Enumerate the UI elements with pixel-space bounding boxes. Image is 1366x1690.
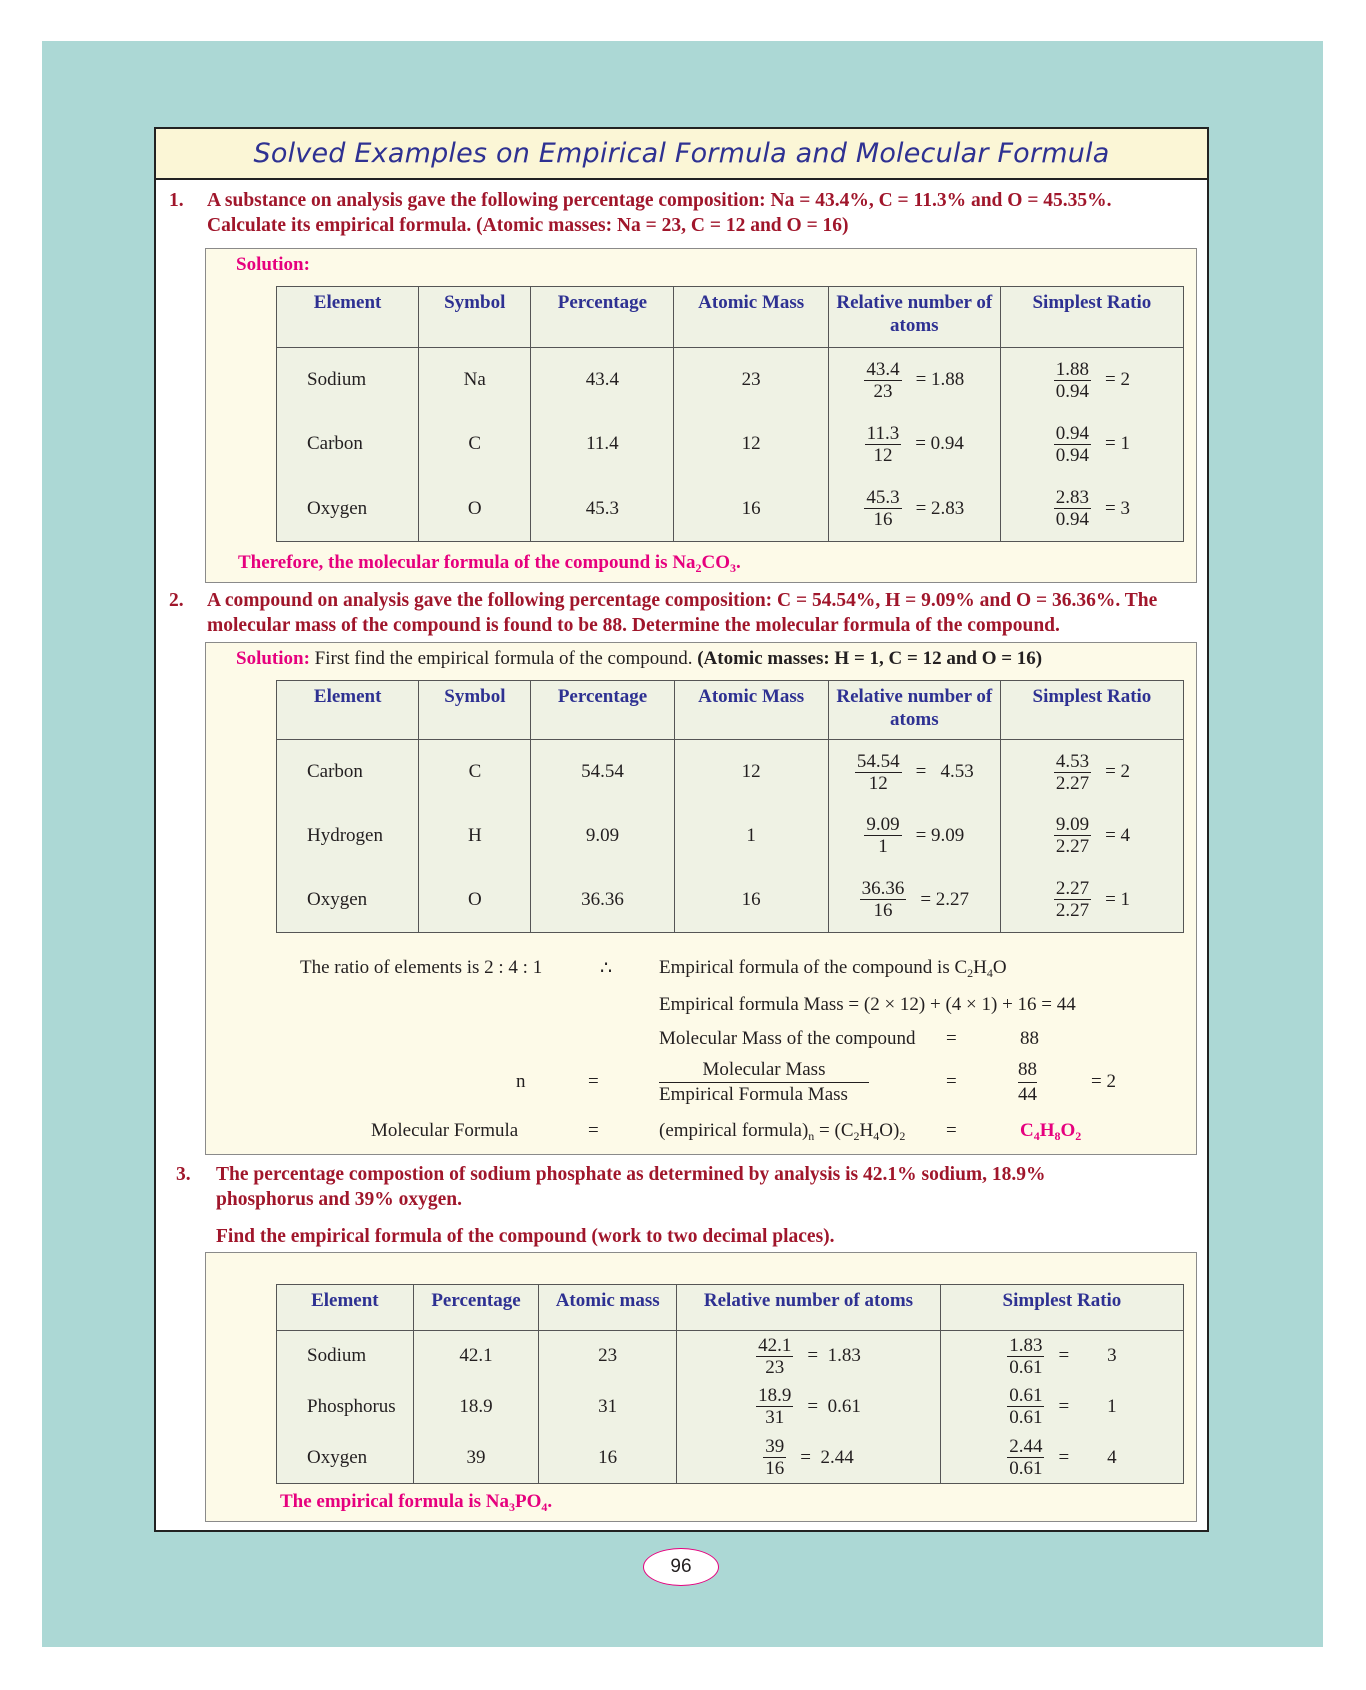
fraction-numerator: Molecular Mass xyxy=(659,1058,869,1083)
symbol-cell: Na xyxy=(419,348,531,413)
empirical-formula-mass: Empirical formula Mass = (2 × 12) + (4 × 1) + 16 = 44 xyxy=(659,994,1076,1015)
percentage-cell: 39 xyxy=(413,1432,538,1483)
percentage-cell: 43.4 xyxy=(531,348,674,413)
example-2-question xyxy=(207,588,1157,638)
simplest-ratio-cell xyxy=(1000,868,1183,933)
column-header: Element xyxy=(277,681,419,740)
molecular-mass-value: 88 xyxy=(1020,1028,1039,1049)
fraction xyxy=(1007,1385,1044,1428)
n-value-fraction xyxy=(1018,1058,1037,1107)
column-header: Simplest Ratio xyxy=(1000,287,1183,348)
atomic-mass-cell: 16 xyxy=(539,1432,677,1483)
solution-intro-2: Solution: First find the empirical formula of the compound. (Atomic masses: H = 1, C = 12 and O = 16) xyxy=(236,648,1043,669)
fraction xyxy=(1007,1436,1044,1479)
relative-atoms-cell xyxy=(828,804,1000,868)
symbol-cell: C xyxy=(419,740,531,805)
fraction-expression xyxy=(941,1385,1183,1428)
fraction-numerator: 1.88 xyxy=(1055,358,1089,380)
column-header: Symbol xyxy=(419,287,531,348)
example-3-question xyxy=(216,1162,1186,1249)
fraction-numerator: 88 xyxy=(1018,1058,1037,1083)
column-header: Percentage xyxy=(531,681,674,740)
column-header: Relative number of atoms xyxy=(828,681,1000,740)
simplest-ratio-cell xyxy=(1000,348,1183,413)
question-line: Calculate its empirical formula. (Atomic masses: Na = 23, C = 12 and O = 16) xyxy=(207,215,849,236)
question-line: A compound on analysis gave the following percentage composition: C = 54.54%, H = 9.09% and O = 36.36%. The xyxy=(207,590,1158,611)
fraction-numerator: 36.36 xyxy=(861,878,905,900)
fraction-result: = 2.44 xyxy=(800,1446,854,1468)
fraction-denominator: 0.61 xyxy=(1009,1407,1043,1429)
relative-atoms-cell xyxy=(828,477,1000,542)
relative-atoms-cell xyxy=(828,868,1000,933)
composition-table-2 xyxy=(276,680,1184,933)
ratio-statement: The ratio of elements is 2 : 4 : 1 xyxy=(300,957,543,978)
fraction-numerator: 0.61 xyxy=(1009,1385,1043,1407)
fraction-result: = 2.27 xyxy=(920,888,970,910)
table-row xyxy=(277,1382,1184,1433)
element-cell: Oxygen xyxy=(277,477,419,542)
page-number-text: 96 xyxy=(670,1556,692,1577)
fraction-expression xyxy=(941,1335,1183,1378)
symbol-cell: C xyxy=(419,412,531,476)
molecular-mass-label: Molecular Mass of the compound xyxy=(659,1028,916,1049)
page-title: Solved Examples on Empirical Formula and Molecular Formula xyxy=(253,138,1110,169)
table-row xyxy=(277,412,1184,476)
simplest-ratio-cell xyxy=(1000,740,1183,805)
fraction-result: = 1 xyxy=(1058,1395,1117,1417)
equals-sign: = xyxy=(588,1120,599,1141)
atomic-mass-cell: 16 xyxy=(674,868,828,933)
fraction-denominator: 2.27 xyxy=(1055,836,1090,858)
fraction xyxy=(1054,878,1091,921)
example-1-question xyxy=(207,188,1112,238)
composition-table-1 xyxy=(276,286,1184,542)
fraction-expression xyxy=(829,423,1000,466)
fraction-expression xyxy=(829,487,1000,530)
fraction xyxy=(1054,359,1091,402)
column-header: Element xyxy=(277,1285,414,1331)
column-header: Atomic Mass xyxy=(674,681,828,740)
fraction-numerator: 1.83 xyxy=(1009,1334,1043,1356)
fraction xyxy=(864,359,901,402)
fraction-numerator: 45.3 xyxy=(866,487,900,509)
fraction-denominator: 2.27 xyxy=(1055,900,1090,922)
percentage-cell: 11.4 xyxy=(531,412,674,476)
percentage-cell: 54.54 xyxy=(531,740,674,805)
table-row xyxy=(277,1432,1184,1483)
fraction-denominator: 23 xyxy=(765,1356,785,1378)
fraction-numerator: 9.09 xyxy=(1055,814,1090,836)
fraction-denominator: 12 xyxy=(868,772,888,794)
header-row xyxy=(277,681,1184,740)
simplest-ratio-cell xyxy=(940,1331,1183,1382)
percentage-cell: 36.36 xyxy=(531,868,674,933)
relative-atoms-cell xyxy=(828,740,1000,805)
fraction-expression xyxy=(677,1335,940,1378)
relative-atoms-cell xyxy=(677,1382,941,1433)
equals-sign: = xyxy=(588,1071,599,1092)
atomic-mass-cell: 1 xyxy=(674,804,828,868)
percentage-cell: 9.09 xyxy=(531,804,674,868)
fraction xyxy=(1054,751,1091,794)
fraction-expression xyxy=(1001,751,1183,794)
fraction-denominator: 16 xyxy=(873,900,893,922)
fraction-result: = 1.88 xyxy=(915,369,965,391)
fraction-numerator: 39 xyxy=(765,1436,785,1458)
header-row xyxy=(277,1285,1184,1331)
conclusion-1: Therefore, the molecular formula of the compound is $Na_2CO_3$. xyxy=(238,552,741,575)
fraction-denominator: 0.94 xyxy=(1055,444,1089,466)
relative-atoms-cell xyxy=(677,1432,941,1483)
fraction-denominator: 31 xyxy=(765,1407,785,1429)
fraction-result: = 2 xyxy=(1105,761,1131,783)
table-row xyxy=(277,477,1184,542)
question-line: The percentage compostion of sodium phosphate as determined by analysis is 42.1% sodium, 18.9% xyxy=(216,1164,1046,1185)
n-label: n xyxy=(516,1071,526,1092)
n-result: = 2 xyxy=(1091,1071,1116,1092)
column-header: Element xyxy=(277,287,419,348)
relative-atoms-cell xyxy=(828,348,1000,413)
column-header: Atomic Mass xyxy=(674,287,828,348)
question-line: molecular mass of the compound is found to be 88. Determine the molecular formula of the compound. xyxy=(207,615,1060,636)
fraction-expression xyxy=(829,751,1000,794)
fraction-numerator: 43.4 xyxy=(866,358,900,380)
fraction xyxy=(756,1385,793,1428)
fraction-denominator: 0.61 xyxy=(1009,1356,1043,1378)
fraction-numerator: 2.44 xyxy=(1009,1436,1043,1458)
atomic-mass-cell: 12 xyxy=(674,412,828,476)
title-band xyxy=(154,127,1209,180)
fraction-result: = 0.94 xyxy=(915,433,964,455)
fraction xyxy=(855,751,902,794)
n-fraction xyxy=(659,1058,869,1107)
fraction-result: = 4 xyxy=(1105,824,1131,846)
table-row xyxy=(277,1331,1184,1382)
empirical-formula-statement: Empirical formula of the compound is $C_2H_4O$ xyxy=(659,957,1007,980)
fraction-result: = 1 xyxy=(1105,433,1130,455)
fraction-numerator: 9.09 xyxy=(866,814,900,836)
fraction xyxy=(763,1436,786,1479)
fraction-expression xyxy=(829,359,1000,402)
fraction xyxy=(756,1335,793,1378)
element-cell: Sodium xyxy=(277,1331,414,1382)
fraction xyxy=(860,878,907,921)
column-header: Simplest Ratio xyxy=(1000,681,1183,740)
example-3-number: 3. xyxy=(176,1164,191,1185)
fraction-denominator: 0.61 xyxy=(1009,1458,1043,1480)
solution-label: Solution: xyxy=(236,254,310,275)
fraction-result: = 1 xyxy=(1105,888,1131,910)
fraction-expression xyxy=(829,878,1000,921)
atomic-mass-cell: 12 xyxy=(674,740,828,805)
equals-sign: = xyxy=(946,1120,957,1141)
element-cell: Oxygen xyxy=(277,1432,414,1483)
fraction-result: = 4.53 xyxy=(915,761,974,783)
fraction xyxy=(1054,814,1091,857)
fraction-numerator: 2.27 xyxy=(1055,878,1090,900)
fraction-denominator: 44 xyxy=(1018,1084,1037,1105)
conclusion-3: The empirical formula is $Na_3PO_4$. xyxy=(280,1491,553,1514)
element-cell: Sodium xyxy=(277,348,419,413)
header-row xyxy=(277,287,1184,348)
fraction-expression xyxy=(1001,423,1183,466)
percentage-cell: 42.1 xyxy=(413,1331,538,1382)
fraction-expression xyxy=(1001,814,1183,857)
column-header: Percentage xyxy=(531,287,674,348)
simplest-ratio-cell xyxy=(1000,804,1183,868)
fraction-denominator: 16 xyxy=(765,1458,785,1480)
equals-sign: = xyxy=(946,1028,957,1049)
fraction-result: = 0.61 xyxy=(807,1395,861,1417)
fraction-result: = 3 xyxy=(1058,1345,1117,1367)
equals-sign: = xyxy=(946,1071,957,1092)
column-header: Relative number of atoms xyxy=(828,287,1000,348)
fraction xyxy=(1054,423,1091,466)
fraction-expression xyxy=(1001,878,1183,921)
atomic-mass-cell: 23 xyxy=(539,1331,677,1382)
fraction-numerator: 4.53 xyxy=(1055,750,1090,772)
column-header: Relative number of atoms xyxy=(677,1285,941,1331)
fraction-result: = 3 xyxy=(1105,497,1130,519)
simplest-ratio-cell xyxy=(1000,477,1183,542)
simplest-ratio-cell xyxy=(940,1432,1183,1483)
fraction-denominator: 1 xyxy=(878,836,888,858)
fraction xyxy=(864,487,901,530)
percentage-cell: 45.3 xyxy=(531,477,674,542)
fraction xyxy=(865,423,902,466)
example-1-number: 1. xyxy=(169,190,184,211)
column-header: Percentage xyxy=(413,1285,538,1331)
molecular-formula-result: $C_4H_8O_2$ xyxy=(1020,1120,1082,1143)
fraction-expression xyxy=(677,1385,940,1428)
symbol-cell: O xyxy=(419,868,531,933)
fraction-numerator: 18.9 xyxy=(758,1385,792,1407)
table-row xyxy=(277,804,1184,868)
column-header: Simplest Ratio xyxy=(940,1285,1183,1331)
symbol-cell: O xyxy=(419,477,531,542)
fraction xyxy=(1007,1335,1044,1378)
atomic-mass-cell: 23 xyxy=(674,348,828,413)
percentage-cell: 18.9 xyxy=(413,1382,538,1433)
simplest-ratio-cell xyxy=(940,1382,1183,1433)
atomic-mass-cell: 16 xyxy=(674,477,828,542)
fraction xyxy=(1054,487,1091,530)
fraction-denominator: 16 xyxy=(873,509,893,531)
column-header: Atomic mass xyxy=(539,1285,677,1331)
fraction-result: = 9.09 xyxy=(915,824,965,846)
fraction-numerator: 0.94 xyxy=(1055,422,1089,444)
question-line: Find the empirical formula of the compound (work to two decimal places). xyxy=(216,1226,835,1247)
column-header: Symbol xyxy=(419,681,531,740)
element-cell: Carbon xyxy=(277,412,419,476)
fraction-denominator: 0.94 xyxy=(1055,380,1089,402)
relative-atoms-cell xyxy=(677,1331,941,1382)
fraction-expression xyxy=(829,814,1000,857)
fraction-numerator: 54.54 xyxy=(856,750,900,772)
fraction-expression xyxy=(1001,487,1183,530)
fraction-denominator: 23 xyxy=(873,380,893,402)
fraction-denominator: 0.94 xyxy=(1055,509,1089,531)
element-cell: Carbon xyxy=(277,740,419,805)
element-cell: Hydrogen xyxy=(277,804,419,868)
table-row xyxy=(277,348,1184,413)
fraction-expression xyxy=(1001,359,1183,402)
fraction-denominator: 12 xyxy=(873,444,893,466)
simplest-ratio-cell xyxy=(1000,412,1183,476)
fraction-expression xyxy=(677,1436,940,1479)
fraction xyxy=(864,814,901,857)
fraction-denominator: Empirical Formula Mass xyxy=(659,1084,848,1105)
question-line: A substance on analysis gave the following percentage composition: Na = 43.4%, C = 11.3% and O = 45.35%. xyxy=(207,190,1112,211)
fraction-result: = 4 xyxy=(1058,1446,1117,1468)
fraction-result: = 2 xyxy=(1105,369,1130,391)
molecular-formula-label: Molecular Formula xyxy=(371,1120,519,1141)
composition-table-3 xyxy=(276,1284,1184,1484)
symbol-cell: H xyxy=(419,804,531,868)
element-cell: Oxygen xyxy=(277,868,419,933)
therefore-symbol: ∴ xyxy=(600,958,613,979)
fraction-numerator: 11.3 xyxy=(866,422,900,444)
table-row xyxy=(277,740,1184,805)
molecular-formula-expression: (empirical $formula)_n = (C_2H_4O)_2$ xyxy=(659,1120,906,1143)
table-row xyxy=(277,868,1184,933)
fraction-result: = 1.83 xyxy=(807,1345,861,1367)
atomic-mass-cell: 31 xyxy=(539,1382,677,1433)
fraction-numerator: 42.1 xyxy=(758,1334,792,1356)
relative-atoms-cell xyxy=(828,412,1000,476)
fraction-expression xyxy=(941,1436,1183,1479)
fraction-numerator: 2.83 xyxy=(1055,487,1089,509)
question-line: phosphorus and 39% oxygen. xyxy=(216,1189,462,1210)
example-2-number: 2. xyxy=(169,590,184,611)
fraction-denominator: 2.27 xyxy=(1055,772,1090,794)
element-cell: Phosphorus xyxy=(277,1382,414,1433)
page-number xyxy=(643,1548,719,1586)
fraction-result: = 2.83 xyxy=(915,497,965,519)
